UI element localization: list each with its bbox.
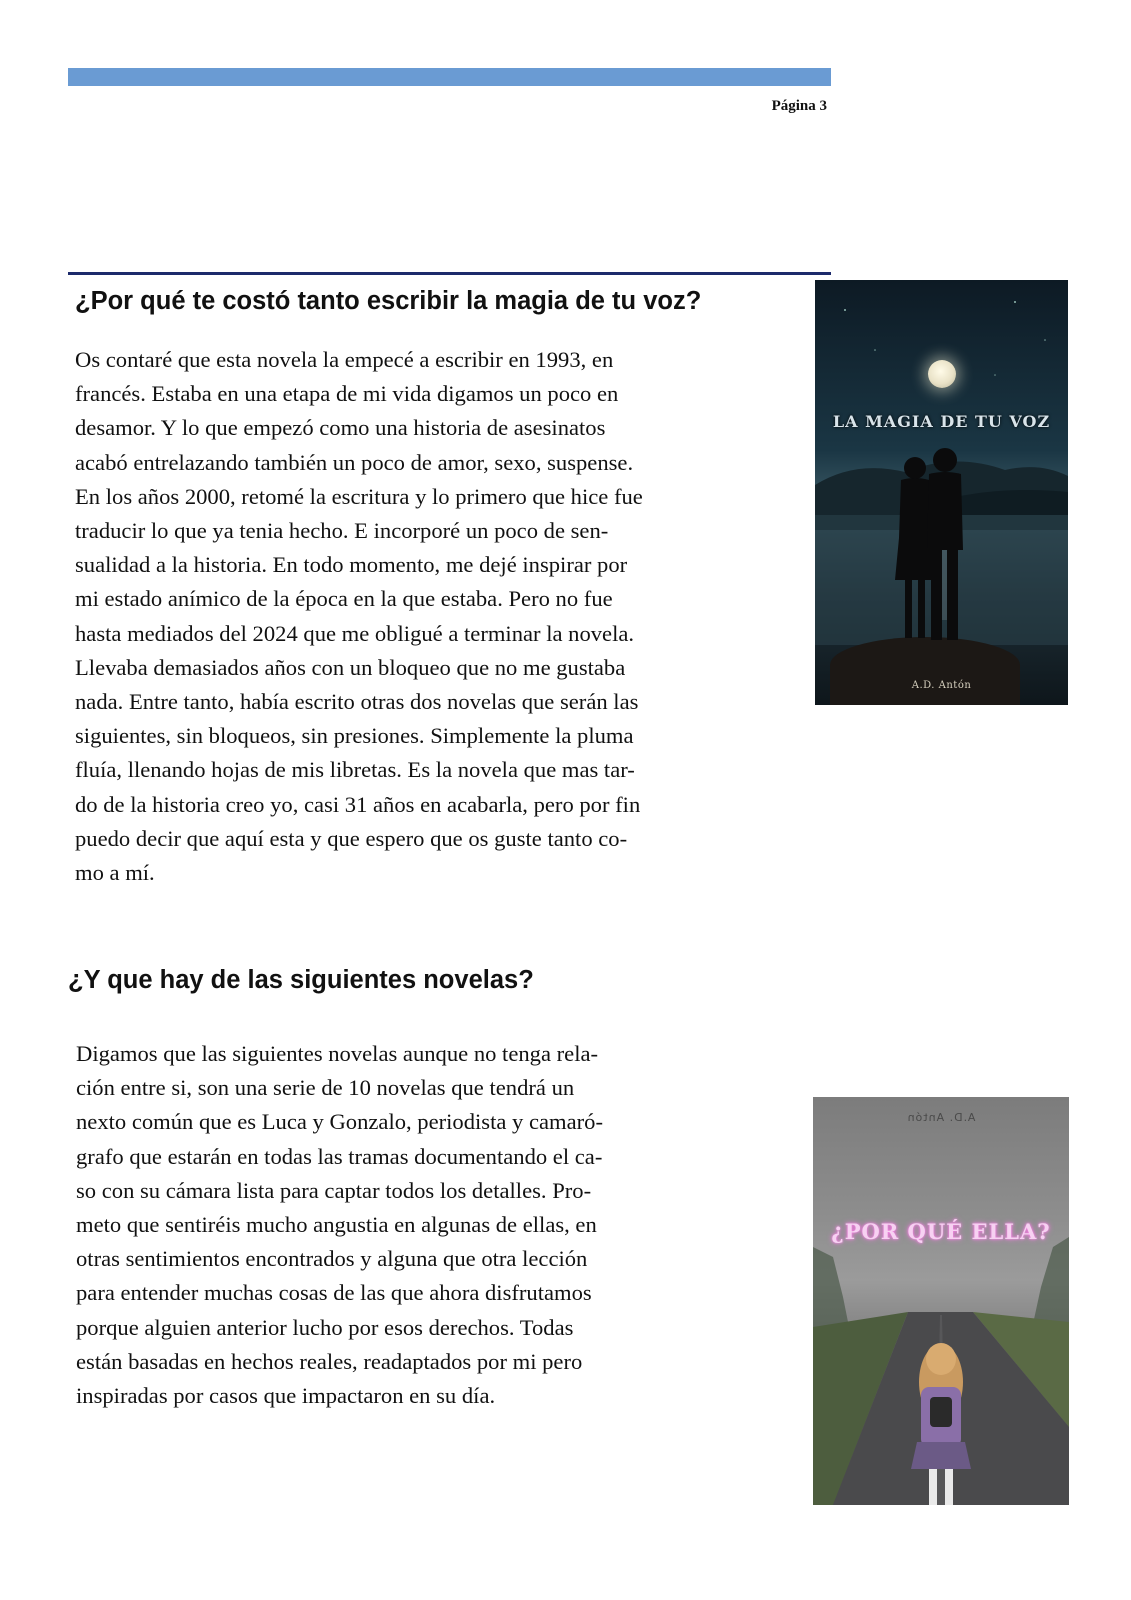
text-line: so con su cámara lista para captar todos los detalles. Pro- — [76, 1177, 592, 1203]
text-line: meto que sentiréis mucho angustia en algunas de ellas, en — [76, 1212, 597, 1238]
text-line: fluía, llenando hojas de mis libretas. Es la novela que mas tar- — [75, 757, 635, 783]
cover-scene — [815, 280, 1068, 705]
text-line: nada. Entre tanto, había escrito otras dos novelas que serán las — [75, 689, 639, 715]
text-line: hasta mediados del 2024 que me obligué a terminar la novela. — [75, 620, 635, 646]
text-line: mo a mí. — [75, 860, 155, 886]
text-line: están basadas en hechos reales, readaptados por mi pero — [76, 1348, 583, 1374]
text-line: porque alguien anterior lucho por esos derechos. Todas — [76, 1314, 574, 1340]
text-line: Digamos que las siguientes novelas aunque no tenga rela- — [76, 1041, 599, 1066]
page-number: Página 3 — [771, 98, 827, 114]
cover-author: A.D. Antón — [911, 680, 972, 691]
text-line: mi estado anímico de la época en la que estaba. Pero no fue — [75, 586, 613, 612]
section-divider — [68, 272, 831, 275]
text-line: otras sentimientos encontrados y alguna que otra lección — [76, 1246, 588, 1272]
cover-title: LA MAGIA DE TU VOZ — [832, 412, 1051, 431]
text-line: ción entre si, son una serie de 10 novelas que tendrá un — [76, 1075, 575, 1101]
text-line: Os contaré que esta novela la empecé a escribir en 1993, en — [75, 347, 614, 372]
cover-scene — [813, 1097, 1069, 1505]
section1-heading: ¿Por qué te costó tanto escribir la magia de tu voz? — [75, 287, 702, 315]
book-cover-por-que-ella — [813, 1097, 1069, 1505]
text-line: siguientes, sin bloqueos, sin presiones. Simplemente la pluma — [75, 723, 634, 749]
text-line: nexto común que es Luca y Gonzalo, periodista y camaró- — [76, 1109, 604, 1135]
text-line: grafo que estarán en todas las tramas documentando el ca- — [76, 1143, 603, 1169]
text-line: En los años 2000, retomé la escritura y lo primero que hice fue — [75, 483, 643, 509]
cover-author: A.D. Antón — [906, 1111, 976, 1124]
section1-paragraph — [75, 343, 791, 890]
text-line: Llevaba demasiados años con un bloqueo que no me gustaba — [75, 654, 626, 680]
text-line: puedo decir que aquí esta y que espero que os guste tanto co- — [75, 825, 628, 851]
text-line: acabó entrelazando también un poco de amor, sexo, suspense. — [75, 449, 634, 475]
text-line: do de la historia creo yo, casi 31 años en acabarla, pero por fin — [75, 791, 641, 817]
text-line: desamor. Y lo que empezó como una historia de asesinatos — [75, 415, 606, 441]
text-line: para entender muchas cosas de las que ahora disfrutamos — [76, 1280, 592, 1306]
text-line: traducir lo que ya tenia hecho. E incorporé un poco de sen- — [75, 518, 609, 544]
text-line: sualidad a la historia. En todo momento, me dejé inspirar por — [75, 552, 628, 578]
cover-title: ¿POR QUÉ ELLA? — [831, 1219, 1051, 1244]
text-line: francés. Estaba en una etapa de mi vida digamos un poco en — [75, 381, 619, 407]
section2-heading: ¿Y que hay de las siguientes novelas? — [68, 966, 534, 994]
header-accent-bar — [68, 68, 831, 86]
section2-paragraph — [76, 1037, 746, 1413]
book-cover-la-magia-de-tu-voz — [815, 280, 1068, 705]
moon-graphic — [928, 360, 956, 388]
text-line: inspiradas por casos que impactaron en su día. — [76, 1383, 496, 1409]
